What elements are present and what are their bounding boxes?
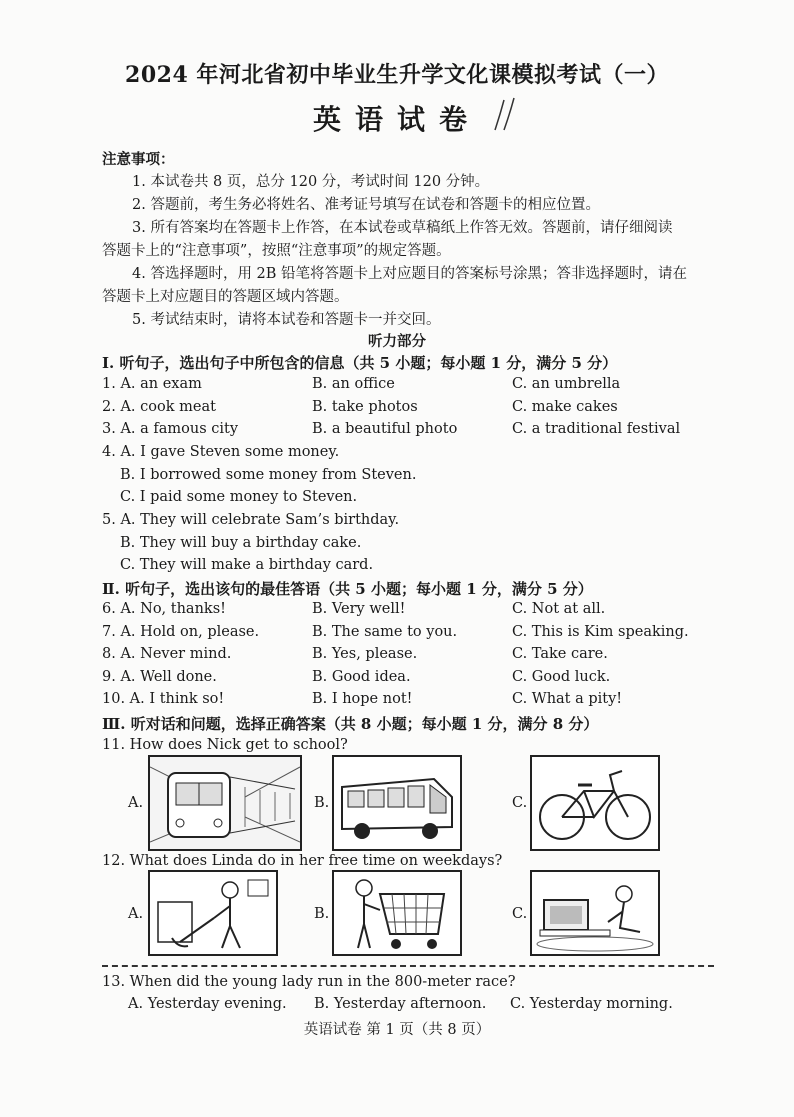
q12-question: 12. What does Linda do in her free time on weekdays?	[102, 853, 503, 869]
q12-label-c: C.	[512, 906, 528, 922]
note-line: 5. 考试结束时，请将本试卷和答题卡一并交回。	[132, 312, 441, 328]
note-line: 4. 答选择题时，用 2B 铅笔将答题卡上对应题目的答案标号涂黑；答非选择题时，请在	[132, 266, 688, 282]
q13-option-b: B. Yesterday afternoon.	[314, 996, 487, 1012]
page-footer: 英语试卷 第 1 页（共 8 页）	[303, 1022, 491, 1038]
q1-option-c: C. an umbrella	[512, 376, 621, 392]
q13-question: 13. When did the young lady run in the 800-meter race?	[102, 974, 516, 990]
q13-option-c: C. Yesterday morning.	[510, 996, 673, 1012]
q2-option-b: B. take photos	[312, 399, 418, 415]
q6-option-b: B. Very well!	[312, 601, 406, 617]
q1-option-a: 1. A. an exam	[102, 376, 202, 392]
q4-option-a: 4. A. I gave Steven some money.	[102, 444, 340, 460]
q7-option-b: B. The same to you.	[312, 624, 458, 640]
q11-label-c: C.	[512, 795, 528, 811]
q2-option-c: C. make cakes	[512, 399, 618, 415]
q5-option-b: B. They will buy a birthday cake.	[120, 535, 362, 551]
shopping-cart-icon	[332, 870, 462, 956]
note-line: 2. 答题前，考生务必将姓名、准考证号填写在试卷和答题卡的相应位置。	[132, 197, 600, 213]
q10-option-b: B. I hope not!	[312, 691, 413, 707]
q3-option-b: B. a beautiful photo	[312, 421, 458, 437]
q12-label-b: B.	[314, 906, 330, 922]
q5-option-c: C. They will make a birthday card.	[120, 557, 374, 573]
bus-icon	[332, 755, 462, 851]
exam-subtitle: 英语试卷	[312, 103, 481, 136]
q6-option-a: 6. A. No, thanks!	[102, 601, 226, 617]
q11-label-a: A.	[128, 795, 144, 811]
q6-option-c: C. Not at all.	[512, 601, 606, 617]
q3-option-a: 3. A. a famous city	[102, 421, 239, 437]
q10-option-a: 10. A. I think so!	[102, 691, 225, 707]
subway-train-icon	[148, 755, 302, 851]
q5-option-a: 5. A. They will celebrate Sam’s birthday.	[102, 512, 400, 528]
q9-option-a: 9. A. Well done.	[102, 669, 217, 685]
notes-heading: 注意事项：	[102, 151, 175, 168]
q8-option-c: C. Take care.	[512, 646, 608, 662]
q13-option-a: A. Yesterday evening.	[128, 996, 287, 1012]
listening-title: 听力部分	[368, 333, 426, 350]
section3-heading: Ⅲ. 听对话和问题，选择正确答案（共 8 小题；每小题 1 分，满分 8 分）	[102, 715, 599, 733]
q11-label-b: B.	[314, 795, 330, 811]
q8-option-b: B. Yes, please.	[312, 646, 418, 662]
bicycle-icon	[530, 755, 660, 851]
q4-option-c: C. I paid some money to Steven.	[120, 489, 358, 505]
q7-option-c: C. This is Kim speaking.	[512, 624, 689, 640]
section2-heading: Ⅱ. 听句子，选出该句的最佳答语（共 5 小题；每小题 1 分，满分 5 分）	[102, 580, 593, 598]
q3-option-c: C. a traditional festival	[512, 421, 681, 437]
exam-title: 2024 年河北省初中毕业生升学文化课模拟考试（一）	[125, 62, 669, 88]
q12-label-a: A.	[128, 906, 144, 922]
q1-option-b: B. an office	[312, 376, 395, 392]
computer-icon	[530, 870, 660, 956]
q4-option-b: B. I borrowed some money from Steven.	[120, 467, 417, 483]
pen-scribble-icon	[490, 95, 520, 135]
note-line: 答题卡上的“注意事项”，按照“注意事项”的规定答题。	[102, 243, 451, 259]
note-line: 答题卡上对应题目的答题区域内答题。	[102, 289, 349, 305]
note-line: 3. 所有答案均在答题卡上作答，在本试卷或草稿纸上作答无效。答题前，请仔细阅读	[132, 220, 673, 236]
q9-option-c: C. Good luck.	[512, 669, 611, 685]
divider-line	[102, 965, 714, 967]
q9-option-b: B. Good idea.	[312, 669, 411, 685]
q11-question: 11. How does Nick get to school?	[102, 737, 348, 753]
section1-heading: Ⅰ. 听句子，选出句子中所包含的信息（共 5 小题；每小题 1 分，满分 5 分）	[102, 354, 618, 372]
note-line: 1. 本试卷共 8 页，总分 120 分，考试时间 120 分钟。	[132, 174, 490, 190]
q2-option-a: 2. A. cook meat	[102, 399, 216, 415]
q7-option-a: 7. A. Hold on, please.	[102, 624, 260, 640]
cleaning-icon	[148, 870, 278, 956]
q8-option-a: 8. A. Never mind.	[102, 646, 232, 662]
q10-option-c: C. What a pity!	[512, 691, 623, 707]
